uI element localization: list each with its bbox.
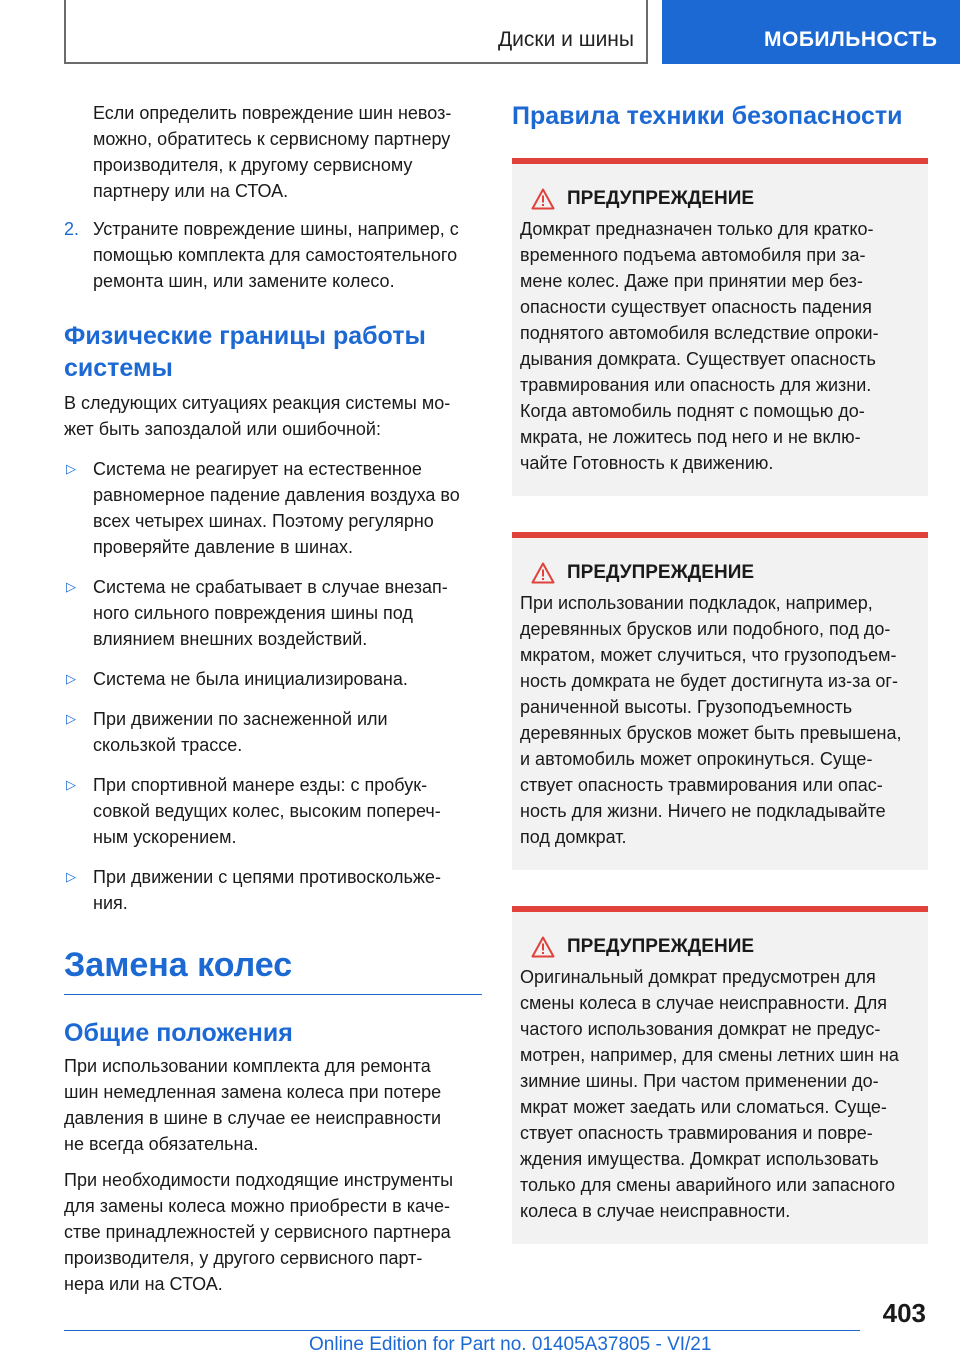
chapter-label: МОБИЛЬНОСТЬ: [764, 28, 938, 51]
general-paragraph-1: [64, 1053, 482, 1157]
bullet-triangle-icon: ▷: [66, 461, 76, 476]
text-line: мотрен, например, для смены летних шин на: [520, 1045, 899, 1065]
text-line: совкой ведущих колес, высоким попереч-: [93, 801, 441, 821]
warning-text: [520, 964, 920, 1224]
list-item: [64, 574, 482, 652]
text-line: зимние шины. При частом применении до-: [520, 1071, 879, 1091]
list-item: [64, 706, 482, 758]
wheel-change-heading: Замена колес: [64, 946, 293, 984]
text-line: смены колеса в случае неисправности. Для: [520, 993, 887, 1013]
limits-heading: Физические границы работы системы: [64, 322, 426, 382]
bullet-triangle-icon: ▷: [66, 777, 76, 792]
warning-triangle-icon: [531, 936, 555, 958]
text-line: равномерное падение давления воздуха во: [93, 485, 460, 505]
text-line: Если определить повреждение шин невоз-: [93, 103, 452, 123]
text-line: чайте Готовность к движению.: [520, 453, 774, 473]
list-item: [64, 666, 482, 692]
heading-rule: [64, 994, 482, 995]
text-line: деревянных брусков может быть превышена,: [520, 723, 902, 743]
text-line: деревянных брусков или подобного, под до-: [520, 619, 891, 639]
bullet-triangle-icon: ▷: [66, 711, 76, 726]
text-line: ремонта шин, или замените колесо.: [93, 271, 395, 291]
list-item: [64, 864, 482, 916]
bullet-triangle-icon: ▷: [66, 869, 76, 884]
warning-header: [520, 562, 920, 584]
text-line: травмирования или опасность для жизни.: [520, 375, 872, 395]
text-line: опасности существует опасность падения: [520, 297, 872, 317]
text-line: давления в шине в случае ее неисправности: [64, 1108, 442, 1128]
text-line: можно, обратитесь к сервисному партнеру: [93, 129, 451, 149]
text-line: При использовании подкладок, например,: [520, 593, 873, 613]
warning-triangle-icon: [531, 188, 555, 210]
text-line: В следующих ситуациях реакция системы мо-: [64, 393, 451, 413]
text-line: мене колес. Даже при принятии мер без-: [520, 271, 863, 291]
text-line: под домкрат.: [520, 827, 627, 847]
text-line: Система не срабатывает в случае внезап-: [93, 577, 448, 597]
text-line: колеса в случае неисправности.: [520, 1201, 791, 1221]
text-line: Система не реагирует на естественное: [93, 459, 422, 479]
text-line: шин немедленная замена колеса при потере: [64, 1082, 442, 1102]
numbered-item-2: [64, 216, 482, 294]
limits-intro: [64, 390, 482, 442]
text-line: поднятого автомобиля вследствие опроки-: [520, 323, 879, 343]
text-line: ствует опасность травмирования и повре-: [520, 1123, 873, 1143]
text-line: При необходимости подходящие инструменты: [64, 1170, 454, 1190]
text-line: временного подъема автомобиля при за-: [520, 245, 866, 265]
text-line: Оригинальный домкрат предусмотрен для: [520, 967, 876, 987]
text-line: производителя, к другому сервисному: [93, 155, 413, 175]
text-line: Когда автомобиль поднят с помощью до-: [520, 401, 865, 421]
general-heading: Общие положения: [64, 1019, 293, 1047]
header-chapter-tab[interactable]: [662, 0, 960, 64]
text-line: При движении по заснеженной или: [93, 709, 388, 729]
list-item-continuation: [64, 100, 482, 204]
right-column: [512, 100, 928, 1280]
text-line: Система не была инициализирована.: [93, 669, 408, 689]
text-line: стве принадлежностей у сервисного партнера: [64, 1222, 451, 1242]
text-line: только для смены аварийного или запасного: [520, 1175, 896, 1195]
text-line: ность для жизни. Ничего не подкладывайте: [520, 801, 886, 821]
text-line: мкрат может заедать или сломаться. Суще-: [520, 1097, 887, 1117]
text-line: проверяйте давление в шинах.: [93, 537, 353, 557]
warning-header: [520, 188, 920, 210]
text-line: ствует опасность травмирования или опас-: [520, 775, 883, 795]
item-number: 2.: [64, 219, 80, 239]
text-line: ния.: [93, 893, 128, 913]
general-paragraph-2: [64, 1167, 482, 1297]
warning-box: [512, 532, 928, 870]
text-line: и автомобиль может опрокинуться. Суще-: [520, 749, 873, 769]
text-line: При движении с цепями противоскольже-: [93, 867, 441, 887]
text-line: не всегда обязательна.: [64, 1134, 259, 1154]
text-line: Домкрат предназначен только для кратко-: [520, 219, 874, 239]
text-line: ным ускорением.: [93, 827, 237, 847]
text-line: жет быть запоздалой или ошибочной:: [64, 419, 381, 439]
text-line: скользкой трассе.: [93, 735, 243, 755]
warning-box: [512, 906, 928, 1244]
warning-box: [512, 158, 928, 496]
warning-text: [520, 590, 920, 850]
warning-header: [520, 936, 920, 958]
text-line: производителя, у другого сервисного парт-: [64, 1248, 423, 1268]
footer-edition: Online Edition for Part no. 01405A37805 - VI/21: [309, 1334, 712, 1355]
text-line: При спортивной манере езды: с пробук-: [93, 775, 428, 795]
text-line: ность домкрата не будет достигнута из-за ог-: [520, 671, 898, 691]
text-line: При использовании комплекта для ремонта: [64, 1056, 431, 1076]
text-line: ного сильного повреждения шины под: [93, 603, 413, 623]
text-line: для замены колеса можно приобрести в каче-: [64, 1196, 450, 1216]
text-line: частого использования домкрат не предус-: [520, 1019, 881, 1039]
bullet-triangle-icon: ▷: [66, 579, 76, 594]
warning-text: [520, 216, 920, 476]
text-line: ждения имущества. Домкрат использовать: [520, 1149, 879, 1169]
text-line: всех четырех шинах. Поэтому регулярно: [93, 511, 434, 531]
page-number: 403: [882, 1298, 926, 1328]
text-line: Устраните повреждение шины, например, с: [93, 219, 459, 239]
text-line: мкрата, не ложитесь под него и не вклю-: [520, 427, 861, 447]
list-item: [64, 456, 482, 560]
safety-heading: Правила техники безопасности: [512, 102, 903, 130]
text-line: партнеру или на СТОА.: [93, 181, 289, 201]
text-line: помощью комплекта для самостоятельного: [93, 245, 458, 265]
footer-rule: [64, 1330, 860, 1331]
text-line: дывания домкрата. Существует опасность: [520, 349, 876, 369]
left-column: [64, 100, 482, 1297]
text-line: нера или на СТОА.: [64, 1274, 223, 1294]
warning-label: ПРЕДУПРЕЖДЕНИЕ: [567, 188, 755, 209]
list-item: [64, 772, 482, 850]
bullet-triangle-icon: ▷: [66, 671, 76, 686]
text-line: мкратом, может случиться, что грузоподъем-: [520, 645, 897, 665]
text-line: раниченной высоты. Грузоподъемность: [520, 697, 853, 717]
header-section-title: Диски и шины: [497, 28, 634, 51]
warning-label: ПРЕДУПРЕЖДЕНИЕ: [567, 562, 755, 583]
text-line: влиянием внешних воздействий.: [93, 629, 368, 649]
warning-label: ПРЕДУПРЕЖДЕНИЕ: [567, 936, 755, 957]
warning-triangle-icon: [531, 562, 555, 584]
